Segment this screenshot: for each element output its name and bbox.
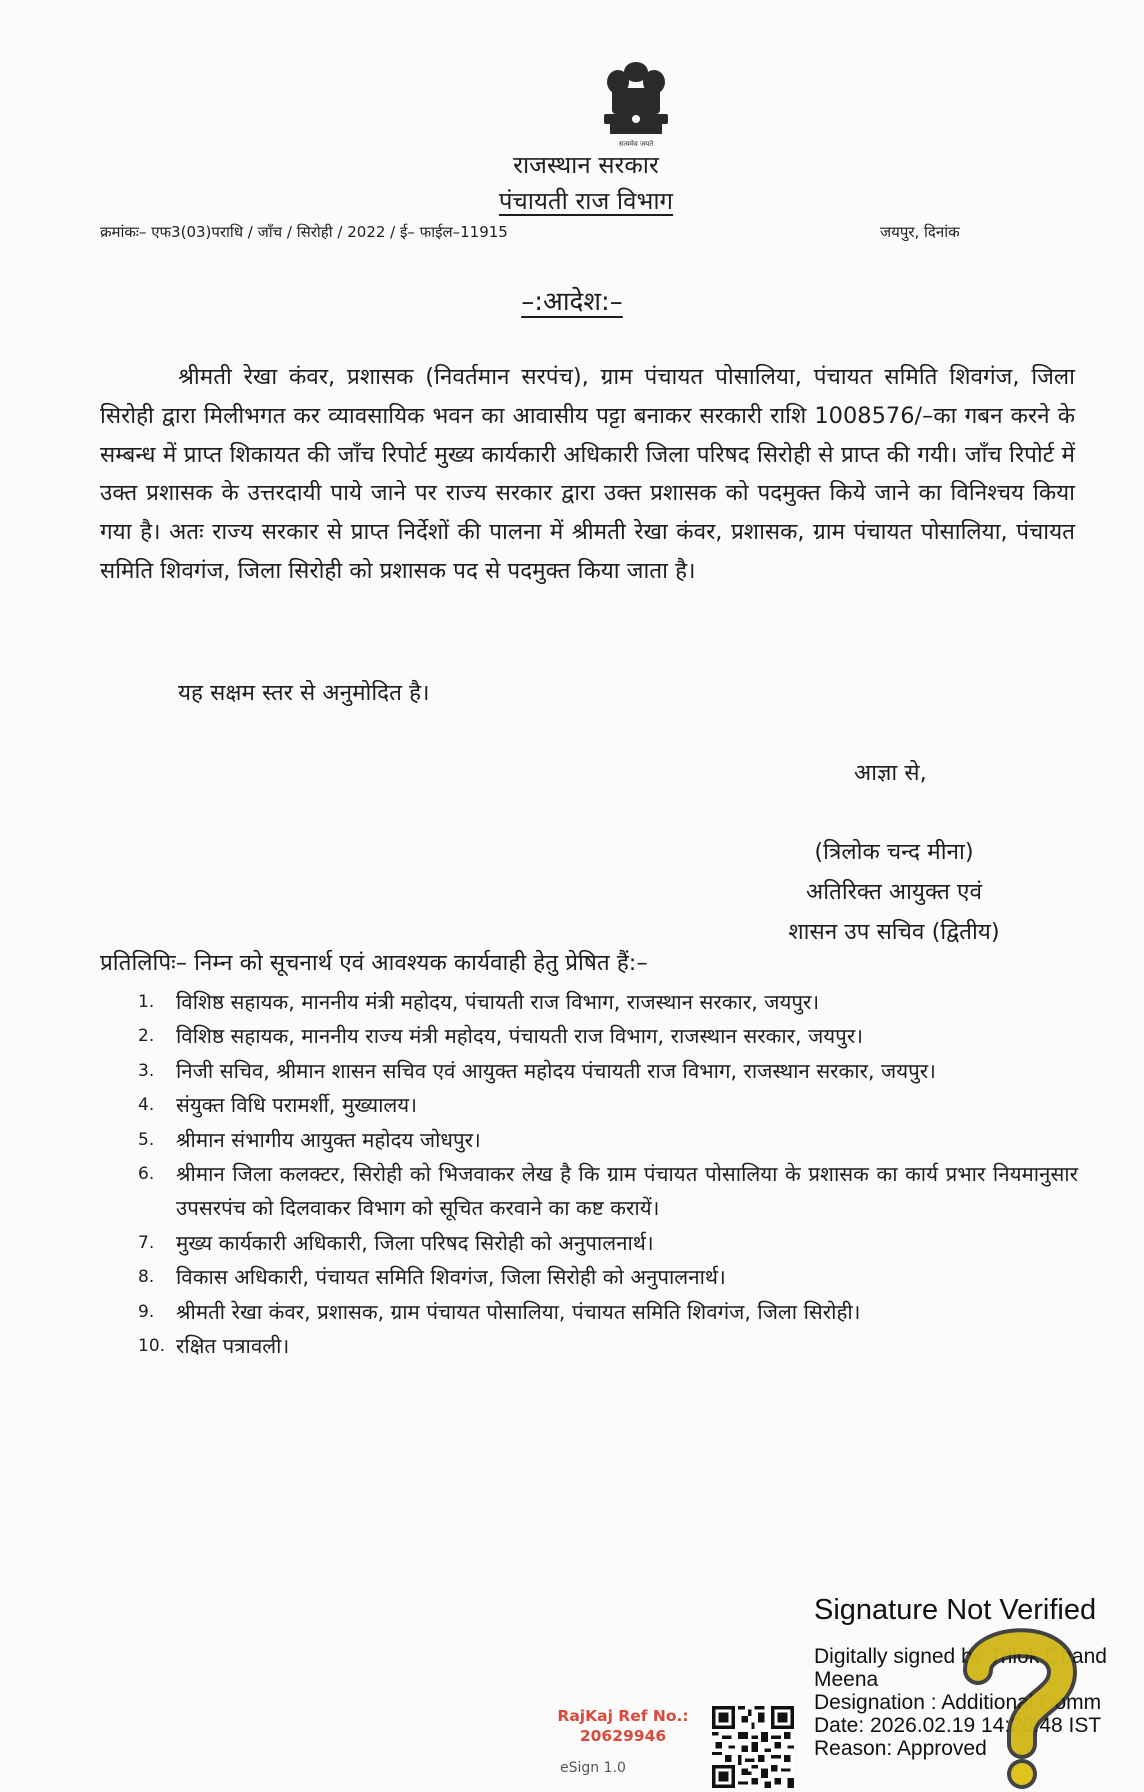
list-item-number: 1. xyxy=(138,992,155,1012)
signatory-designation-1: अतिरिक्त आयुक्त एवं xyxy=(806,879,982,905)
list-item-number: 6. xyxy=(138,1164,155,1185)
signatory-name: (त्रिलोक चन्द मीना) xyxy=(814,839,974,865)
qr-code-icon xyxy=(712,1706,794,1788)
list-item-number: 5. xyxy=(138,1129,155,1150)
esign-version: eSign 1.0 xyxy=(560,1760,626,1776)
department-name-text: पंचायती राज विभाग xyxy=(498,187,674,215)
signature-line-3: Designation : Additional Comm xyxy=(814,1691,1102,1714)
rajkaj-label: RajKaj Ref No.: xyxy=(557,1707,689,1725)
reference-number: क्रमांकः– एफ3(03)पराधि / जाँच / सिरोही / 2022 / ई– फाईल–11915 xyxy=(100,223,508,241)
signature-line-2: Meena xyxy=(814,1668,879,1691)
order-title-text: –:आदेश:– xyxy=(521,287,623,317)
list-item-text: निजी सचिव, श्रीमान शासन सचिव एवं आयुक्त महोदय पंचायती राज विभाग, राजस्थान सरकार, जयपुर। xyxy=(176,1058,936,1083)
signatory-block xyxy=(744,832,1044,952)
list-item-number: 4. xyxy=(138,1095,155,1116)
state-emblem-icon xyxy=(598,58,674,152)
list-item-text: संयुक्त विधि परामर्शी, मुख्यालय। xyxy=(176,1093,417,1118)
list-item-text: मुख्य कार्यकारी अधिकारी, जिला परिषद सिरोही को अनुपालनार्थ। xyxy=(176,1230,654,1255)
list-item-number: 9. xyxy=(138,1301,155,1322)
list-item-text: श्रीमती रेखा कंवर, प्रशासक, ग्राम पंचायत पोसालिया, पंचायत समिति शिवगंज, जिला सिरोही। xyxy=(176,1299,861,1324)
list-item xyxy=(138,1295,1078,1329)
department-name xyxy=(14,184,1144,217)
list-item-text: श्रीमान जिला कलक्टर, सिरोही को भिजवाकर लेख है कि ग्राम पंचायत पोसालिया के प्रशासक का कार्य प्रभार नियमानुसार उपसरपंच को दिलवाकर विभाग को सूचित करवाने का कष्ट करायें। xyxy=(176,1162,1078,1221)
signatory-designation-2: शासन उप सचिव (द्वितीय) xyxy=(788,919,1000,945)
list-item xyxy=(138,1019,1078,1053)
question-mark-icon xyxy=(960,1626,1080,1792)
signature-line-5: Reason: Approved xyxy=(814,1737,987,1760)
list-item-number: 8. xyxy=(138,1267,155,1288)
list-item-text: रक्षित पत्रावली। xyxy=(176,1334,290,1359)
list-item xyxy=(138,1157,1078,1226)
list-item xyxy=(138,1088,1078,1122)
list-item-number: 2. xyxy=(138,1026,155,1047)
signature-status: Signature Not Verified xyxy=(814,1594,1097,1626)
list-item xyxy=(138,1054,1078,1088)
order-title xyxy=(0,282,1144,318)
list-item-text: विकास अधिकारी, पंचायत समिति शिवगंज, जिला सिरोही को अनुपालनार्थ। xyxy=(176,1265,726,1290)
list-item xyxy=(138,1329,1078,1363)
list-item-text: श्रीमान संभागीय आयुक्त महोदय जोधपुर। xyxy=(176,1127,481,1152)
list-item-text: विशिष्ठ सहायक, माननीय मंत्री महोदय, पंचायती राज विभाग, राजस्थान सरकार, जयपुर। xyxy=(176,990,820,1014)
list-item-number: 3. xyxy=(138,1060,155,1081)
list-item-number: 7. xyxy=(138,1232,155,1253)
list-item xyxy=(138,1123,1078,1157)
list-item xyxy=(138,985,1078,1019)
emblem-caption: सत्यमेव जयते xyxy=(618,140,654,148)
signature-line-1: Digitally signed by Trilok Chand xyxy=(814,1645,1107,1668)
approval-note: यह सक्षम स्तर से अनुमोदित है। xyxy=(178,680,430,706)
list-item-text: विशिष्ठ सहायक, माननीय राज्य मंत्री महोदय, पंचायती राज विभाग, राजस्थान सरकार, जयपुर। xyxy=(176,1024,863,1049)
list-item xyxy=(138,1260,1078,1294)
place-date: जयपुर, दिनांक xyxy=(880,223,960,241)
list-item xyxy=(138,1226,1078,1260)
by-order: आज्ञा से, xyxy=(854,760,927,786)
rajkaj-reference xyxy=(548,1706,698,1746)
order-body: श्रीमती रेखा कंवर, प्रशासक (निवर्तमान सरपंच), ग्राम पंचायत पोसालिया, पंचायत समिति शिवगंज, जिला सिरोही द्वारा मिलीभगत कर व्यावसायिक भवन का आवासीय पट्टा बनाकर सरकारी राशि 1008576/–का गबन करने के सम्बन्ध में प्राप्त शिकायत की जाँच रिपोर्ट मुख्य कार्यकारी अधिकारी जिला परिषद सिरोही से प्राप्त की गयी। जाँच रिपोर्ट में उक्त प्रशासक के उत्तरदायी पाये जाने पर राज्य सरकार द्वारा उक्त प्रशासक को पदमुक्त किये जाने का विनिश्चय किया गया है। अतः राज्य सरकार से प्राप्त निर्देशों की पालना में श्रीमती रेखा कंवर, प्रशासक, ग्राम पंचायत पोसालिया, पंचायत समिति शिवगंज, जिला सिरोही को प्रशासक पद से पदमुक्त किया जाता है। xyxy=(100,364,1075,584)
list-item-number: 10. xyxy=(138,1336,166,1357)
copy-list xyxy=(138,985,1078,1363)
rajkaj-number: 20629946 xyxy=(579,1727,667,1745)
government-name: राजस्थान सरकार xyxy=(513,151,659,179)
signature-line-4: Date: 2026.02.19 14:28:48 IST xyxy=(814,1714,1102,1737)
copy-intro: प्रतिलिपिः– निम्न को सूचनार्थ एवं आवश्यक कार्यवाही हेतु प्रेषित हैं:– xyxy=(100,950,648,976)
